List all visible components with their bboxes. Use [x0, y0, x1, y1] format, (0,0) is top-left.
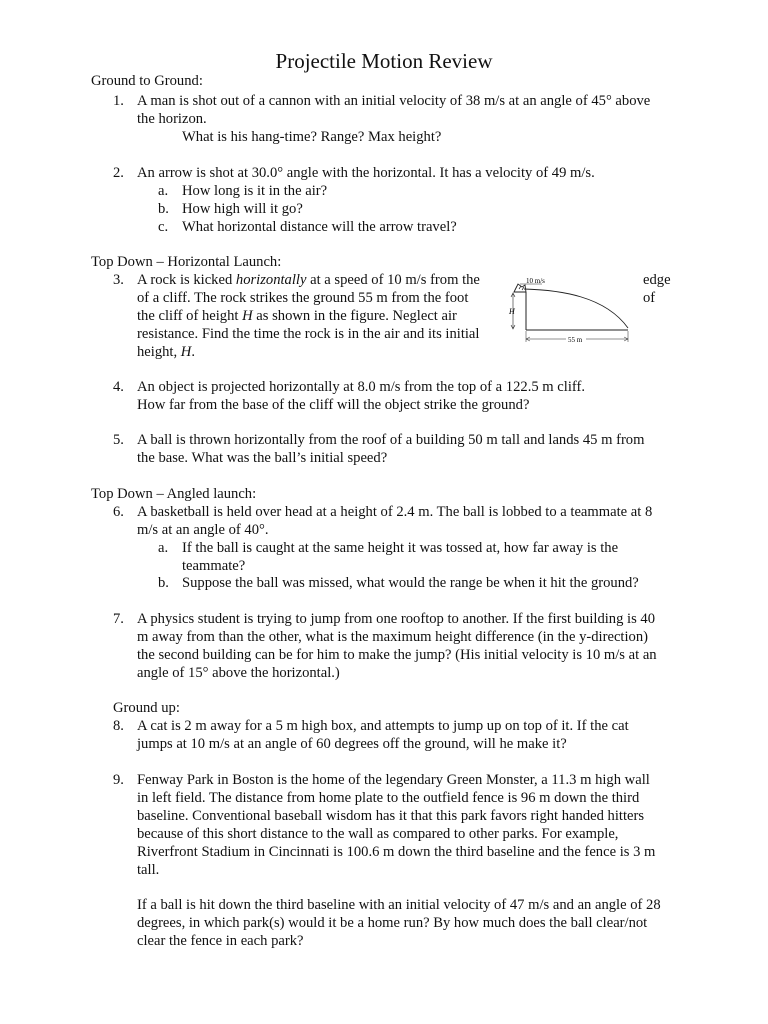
problem-2-number: 2. — [113, 165, 124, 181]
problem-8-text: jumps at 10 m/s at an angle of 60 degrees off the ground, will he make it? — [137, 736, 567, 752]
distance-label: 55 m — [568, 336, 583, 344]
section-heading-top-down-horizontal: Top Down – Horizontal Launch: — [91, 254, 282, 270]
problem-7-number: 7. — [113, 611, 124, 627]
problem-2c-text: What horizontal distance will the arrow travel? — [182, 219, 457, 235]
problem-6a-text: If the ball is caught at the same height it was tossed at, how far away is the — [182, 540, 619, 556]
section-heading-ground-to-ground: Ground to Ground: — [91, 73, 203, 89]
problem-1-text: the horizon. — [137, 111, 207, 127]
problem-7-text: A physics student is trying to jump from one rooftop to another. If the first building is 40 — [137, 611, 656, 627]
problem-2a-text: How long is it in the air? — [182, 183, 328, 199]
problem-1-text: A man is shot out of a cannon with an initial velocity of 38 m/s at an angle of 45° above — [137, 93, 651, 109]
problem-8-number: 8. — [113, 718, 124, 734]
cliff-figure — [500, 270, 640, 350]
problem-6-text: m/s at an angle of 40°. — [137, 522, 269, 538]
problem-9-text: degrees, in which park(s) would it be a home run? By how much does the ball clear/not — [137, 915, 648, 931]
problem-5-text: A ball is thrown horizontally from the roof of a building 50 m tall and lands 45 m from — [137, 432, 645, 448]
problem-9-text: baseline. Conventional baseball wisdom has it that this park favors right handed hitters — [137, 808, 645, 824]
problem-7-text: the second building can be for him to make the jump? (His initial velocity is 10 m/s at an — [137, 647, 657, 663]
height-dimension — [508, 293, 516, 329]
problem-9-number: 9. — [113, 772, 124, 788]
problem-3-text: height, H. — [137, 344, 195, 360]
problem-9-text: clear the fence in each park? — [137, 933, 304, 949]
problem-6a-text: teammate? — [182, 558, 246, 574]
problem-4-text: An object is projected horizontally at 8.0 m/s from the top of a 122.5 m cliff. — [137, 379, 585, 395]
problem-6-number: 6. — [113, 504, 124, 520]
problem-9-text: Riverfront Stadium in Cincinnati is 100.6 m down the third baseline and the fence is 3 m — [137, 844, 656, 860]
problem-6b-label: b. — [158, 575, 169, 591]
problem-3-text: of a cliff. The rock strikes the ground 55 m from the foot — [137, 290, 469, 306]
section-heading-ground-up: Ground up: — [113, 700, 180, 716]
problem-2c-label: c. — [158, 219, 169, 235]
height-label: H — [509, 307, 515, 316]
problem-2b-text: How high will it go? — [182, 201, 303, 217]
problem-9-text: in left field. The distance from home plate to the outfield fence is 96 m down the third — [137, 790, 640, 806]
problem-5-number: 5. — [113, 432, 124, 448]
problem-9-text: because of this short distance to the wall as compared to other parks. For example, — [137, 826, 619, 842]
problem-7-text: angle of 15° above the horizontal.) — [137, 665, 340, 681]
problem-4-number: 4. — [113, 379, 124, 395]
problem-8-text: A cat is 2 m away for a 5 m high box, and attempts to jump up on top of it. If the cat — [137, 718, 629, 734]
problem-5-text: the base. What was the ball’s initial speed? — [137, 450, 388, 466]
section-heading-top-down-angled: Top Down – Angled launch: — [91, 486, 257, 502]
problem-9-text: If a ball is hit down the third baseline with an initial velocity of 47 m/s and an angle of 28 — [137, 897, 661, 913]
distance-dimension — [526, 331, 628, 344]
problem-2a-label: a. — [158, 183, 169, 199]
problem-3-text: A rock is kicked horizontally at a speed of 10 m/s from the — [137, 272, 480, 288]
problem-3-text: resistance. Find the time the rock is in the air and its initial — [137, 326, 480, 342]
problem-3-number: 3. — [113, 272, 124, 288]
problem-6-text: A basketball is held over head at a height of 2.4 m. The ball is lobbed to a teammate at 8 — [137, 504, 653, 520]
cliff-shape — [514, 284, 628, 330]
problem-3-text: edge — [643, 272, 671, 288]
trajectory-curve — [524, 289, 628, 328]
problem-1-questions: What is his hang-time? Range? Max height? — [182, 129, 442, 145]
problem-4-text: How far from the base of the cliff will the object strike the ground? — [137, 397, 530, 413]
problem-2b-label: b. — [158, 201, 169, 217]
problem-2-text: An arrow is shot at 30.0° angle with the horizontal. It has a velocity of 49 m/s. — [137, 165, 595, 181]
problem-3-text: the cliff of height H as shown in the figure. Neglect air — [137, 308, 457, 324]
problem-7-text: m away from than the other, what is the maximum height difference (in the y-direction) — [137, 629, 648, 645]
problem-1-number: 1. — [113, 93, 124, 109]
problem-3-text: of — [643, 290, 656, 306]
problem-6b-text: Suppose the ball was missed, what would the range be when it hit the ground? — [182, 575, 639, 591]
problem-6a-label: a. — [158, 540, 169, 556]
problem-9-text: tall. — [137, 862, 160, 878]
problem-9-text: Fenway Park in Boston is the home of the legendary Green Monster, a 11.3 m high wall — [137, 772, 650, 788]
page-title: Projectile Motion Review — [275, 49, 493, 73]
speed-label: 10 m/s — [526, 277, 545, 285]
